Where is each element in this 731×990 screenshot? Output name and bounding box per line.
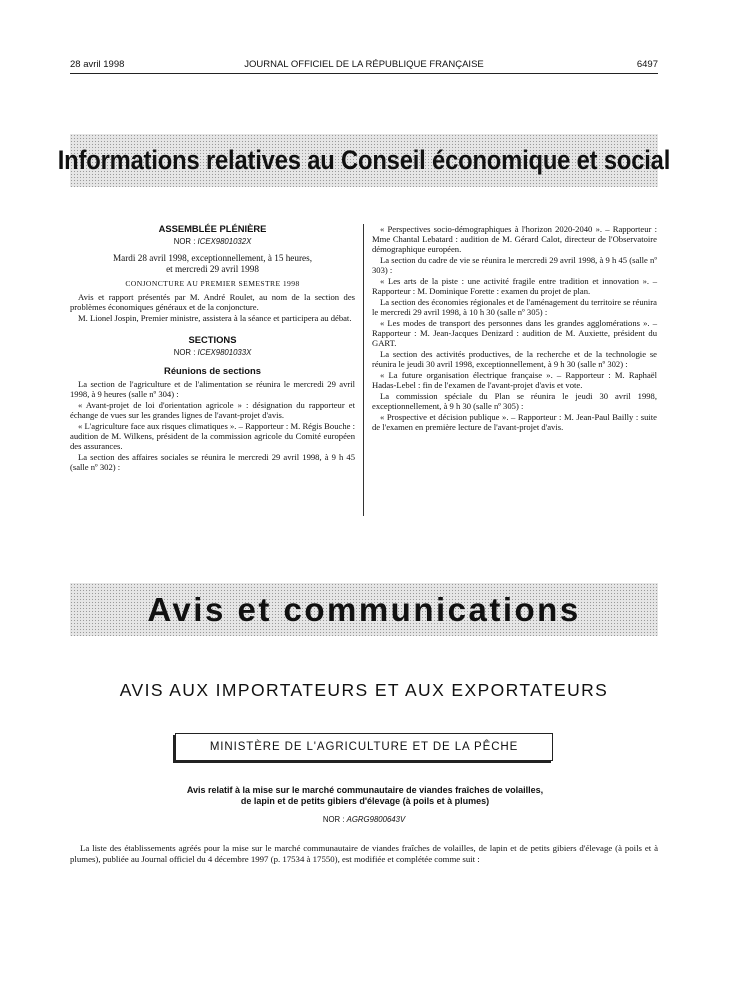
journal-title: JOURNAL OFFICIEL DE LA RÉPUBLIQUE FRANÇAISE [244,59,484,70]
assemblee-paragraph-1: Avis et rapport présentés par M. André Roulet, au nom de la section des problèmes économiques généraux et de la conjoncture. [70,292,355,312]
avis-body: La liste des établissements agréés pour la mise sur le marché communautaire de viandes fraîches de volailles, de lapin et de petits gibiers d'élevage (à poils et à plumes), publiée au Journal officiel du 4 décembre 1997 (p. 17534 à 17550), est modifiée et complétée comme suit : [70,843,658,864]
avis-banner-title: Avis et communications [147,590,581,628]
regions-item: « Les modes de transport des personnes dans les grandes agglomérations ». – Rapporteur : M. Jean-Jacques Denizard : audition de M. Auxiette, président du GART. [372,318,657,348]
assemblee-dates [70,253,355,275]
section-activites-productives: La section des activités productives, de la recherche et de la technologie se réunira le jeudi 30 avril 1998, exceptionnellement, à 9 h 30 (salle nº 302) : [372,349,657,369]
avis-nor: NOR : AGRG9800643V [322,815,406,824]
right-column [372,224,657,433]
avis-heading-line1: Avis relatif à la mise sur le marché communautaire de viandes fraîches de volailles, [186,785,544,795]
assemblee-nor: NOR : ICEX9801032X [173,237,252,246]
assemblee-date-line1: Mardi 28 avril 1998, exceptionnellement, à 15 heures, [112,253,312,263]
conjoncture-heading: CONJONCTURE AU PREMIER SEMESTRE 1998 [125,279,300,288]
sections-nor: NOR : ICEX9801033X [173,348,252,357]
sociales-item: « Perspectives socio-démographiques à l'horizon 2020-2040 ». – Rapporteur : Mme Chantal Lebatard : audition de M. Gérard Calot, directeur de l'Observatoire démographique européen. [372,224,657,254]
column-divider [363,224,364,516]
agriculture-item-1: « Avant-projet de loi d'orientation agricole » : désignation du rapporteur et échange de vues sur les grandes lignes de l'avant-projet d'avis. [70,400,355,420]
header-date: 28 avril 1998 [70,59,125,70]
commission-plan: La commission spéciale du Plan se réunira le jeudi 30 avril 1998, exceptionnellement, à 9 h 30 (salle nº 305) : [372,391,657,411]
plan-item: « Prospective et décision publique ». – Rapporteur : M. Jean-Paul Bailly : suite de l'examen en première lecture de l'avant-projet d'avis. [372,412,657,432]
section-affaires-sociales: La section des affaires sociales se réunira le mercredi 29 avril 1998, à 9 h 45 (salle nº 302) : [70,452,355,472]
running-header [70,59,658,73]
productives-item: « La future organisation électrique française ». – Rapporteur : M. Raphaël Hadas-Lebel : fin de l'examen de l'avant-projet d'avis et vote. [372,370,657,390]
header-rule [70,73,658,74]
cadre-item: « Les arts de la piste : une activité fragile entre tradition et innovation ». – Rapporteur : M. Dominique Forette : examen du projet de plan. [372,276,657,296]
conseil-banner [57,134,671,187]
assemblee-title: ASSEMBLÉE PLÉNIÈRE [158,223,267,234]
sections-nor-code: ICEX9801033X [197,348,252,357]
reunions-title: Réunions de sections [164,365,261,376]
section-cadre-de-vie: La section du cadre de vie se réunira le mercredi 29 avril 1998, à 9 h 45 (salle nº 303) : [372,255,657,275]
sections-title: SECTIONS [188,334,237,345]
assemblee-nor-code: ICEX9801032X [197,237,252,246]
assemblee-paragraph-2: M. Lionel Jospin, Premier ministre, assistera à la séance et participera au débat. [78,313,352,323]
avis-banner [70,583,658,636]
conseil-banner-title: Informations relatives au Conseil économique et social [57,145,671,175]
section-agriculture: La section de l'agriculture et de l'alimentation se réunira le mercredi 29 avril 1998, à 9 heures (salle nº 304) : [70,379,355,399]
avis-importateurs-title: AVIS AUX IMPORTATEURS ET AUX EXPORTATEURS [119,680,609,700]
ministry-name: MINISTÈRE DE L'AGRICULTURE ET DE LA PÊCHE [209,741,519,753]
avis-nor-code: AGRG9800643V [346,815,406,824]
left-column [70,224,355,473]
assemblee-date-line2: et mercredi 29 avril 1998 [166,264,259,274]
avis-heading [110,785,620,807]
ministry-box [175,733,553,761]
section-economies-regionales: La section des économies régionales et de l'aménagement du territoire se réunira le mercredi 29 avril 1998, à 10 h 30 (salle nº 305) : [372,297,657,317]
avis-heading-line2: de lapin et de petits gibiers d'élevage (à poils et à plumes) [240,796,490,806]
agriculture-item-2: « L'agriculture face aux risques climatiques ». – Rapporteur : M. Régis Bouche : audition de M. Wilkens, président de la commission agricole du Comité européen des assurances. [70,421,355,451]
page-number: 6497 [636,59,658,70]
